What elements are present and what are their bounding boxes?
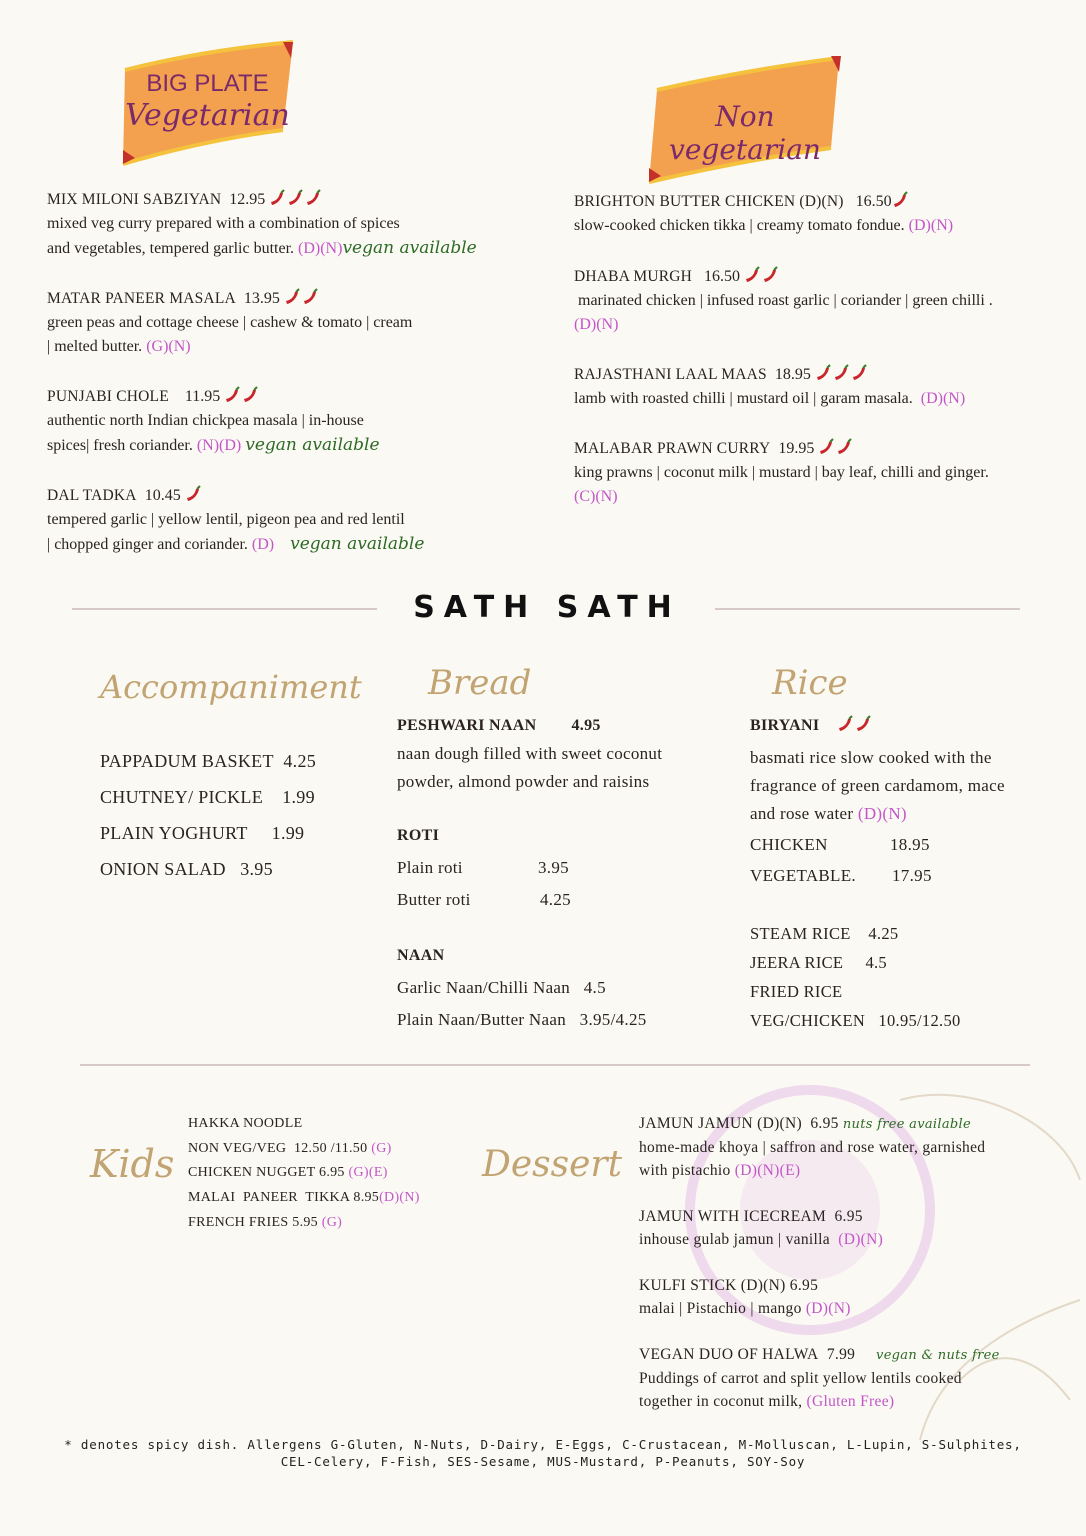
chili-icons: [892, 193, 910, 210]
item-price: 4.95: [571, 717, 601, 734]
dish-description: with pistachio: [639, 1162, 731, 1179]
item-name: PLAIN YOGHURT: [100, 823, 248, 843]
dish-name: JAMUN WITH ICECREAM: [639, 1208, 827, 1225]
allergens: (D): [251, 536, 275, 553]
veg-banner-line2: Vegetarian: [125, 98, 290, 133]
allergens: (D)(N): [857, 804, 907, 823]
section-title: SATH SATH: [413, 590, 681, 625]
chili-icon: [818, 438, 836, 456]
dish-description: | chopped ginger and coriander.: [47, 536, 248, 553]
item-description: naan dough filled with sweet coconut: [397, 744, 663, 763]
dish-price: 13.95: [243, 290, 280, 307]
chili-icon: [269, 189, 287, 207]
kids-list: [188, 1112, 420, 1236]
vegan-note: vegan available: [290, 534, 425, 554]
allergens: (G)(E): [348, 1165, 388, 1181]
allergens: (D)(N): [379, 1190, 420, 1206]
divider-right: [715, 608, 1020, 610]
chili-icon: [815, 364, 833, 382]
divider-bottom: [80, 1064, 1030, 1066]
allergens: (D)(N)(E): [734, 1162, 801, 1179]
item-name: STEAM RICE: [750, 924, 851, 943]
chili-icon: [302, 288, 320, 306]
rice-heading: Rice: [772, 663, 848, 703]
dish-name: DAL TADKA: [47, 487, 137, 504]
item-name: CHUTNEY/ PICKLE: [100, 787, 263, 807]
veg-item: [47, 385, 527, 458]
chili-icon: [744, 266, 762, 284]
item-name: FRENCH FRIES: [188, 1214, 289, 1230]
naan-title: NAAN: [397, 947, 445, 964]
dish-price: 7.99: [826, 1346, 856, 1363]
dish-description: and vegetables, tempered garlic butter.: [47, 240, 295, 257]
chili-icon: [185, 485, 203, 503]
dish-description: authentic north Indian chickpea masala | in-house: [47, 412, 364, 429]
chili-icon: [762, 266, 780, 284]
veg-item: [47, 188, 527, 261]
biryani-title: BIRYANI: [750, 717, 820, 734]
dish-name: MIX MILONI SABZIYAN: [47, 191, 222, 208]
dish-description: mixed veg curry prepared with a combination of spices: [47, 215, 400, 232]
chili-icon: [284, 288, 302, 306]
dish-price: 11.95: [184, 388, 221, 405]
dish-description: marinated chicken | infused roast garlic | coriander | green chilli .: [574, 292, 993, 309]
allergens: (C)(N): [574, 488, 618, 505]
footer-line: * denotes spicy dish. Allergens G-Gluten, N-Nuts, D-Dairy, E-Eggs, C-Crustacean, M-Molluscan, L-Lupin, S-Sulphites,: [64, 1437, 1022, 1452]
dish-price: 6.95: [834, 1208, 863, 1225]
chili-icon: [892, 191, 910, 209]
chili-icon: [287, 189, 305, 207]
dish-description: king prawns | coconut milk | mustard | bay leaf, chilli and ginger.: [574, 464, 989, 481]
item-price: 3.95/4.25: [579, 1010, 647, 1029]
item-name: PESHWARI NAAN: [397, 717, 537, 734]
vegan-note: vegan available: [245, 435, 380, 455]
allergens: (G)(N): [146, 338, 191, 355]
dish-description: Puddings of carrot and split yellow lentils cooked: [639, 1370, 962, 1387]
dish-name: VEGAN DUO OF HALWA: [639, 1346, 819, 1363]
nonveg-item: [574, 265, 1054, 337]
item-price: 10.95/12.50: [878, 1011, 961, 1030]
dish-name: MALABAR PRAWN CURRY: [574, 440, 771, 457]
bread-heading: Bread: [428, 663, 532, 703]
dish-name: JAMUN JAMUN (D)(N): [639, 1115, 802, 1132]
item-name: VEG/CHICKEN: [750, 1011, 866, 1030]
item-price: 4.25: [868, 924, 899, 943]
item-description: fragrance of green cardamom, mace: [750, 776, 1005, 795]
allergens: (G): [321, 1214, 343, 1230]
dish-price: 16.50: [704, 268, 741, 285]
dessert-list: [639, 1112, 1059, 1413]
item-name: Plain roti: [397, 858, 463, 877]
chili-icon: [837, 715, 855, 733]
chili-icons: [269, 191, 323, 208]
item-price: 12.50 /11.50: [293, 1140, 368, 1156]
item-price: 8.95: [353, 1190, 380, 1206]
chili-icons: [185, 487, 203, 504]
item-price: 1.99: [271, 823, 305, 843]
rice-list: [750, 712, 1050, 1035]
chili-icon: [833, 364, 851, 382]
dish-name: DHABA MURGH: [574, 268, 693, 285]
chili-icons: [815, 366, 869, 383]
dish-name: KULFI STICK (D)(N): [639, 1277, 786, 1294]
chili-icons: [224, 388, 260, 405]
dish-price: 6.95: [789, 1277, 819, 1294]
item-name: PAPPADUM BASKET: [100, 751, 274, 771]
chili-icon: [855, 715, 873, 733]
item-name: CHICKEN: [750, 835, 828, 854]
item-name: CHICKEN NUGGET: [188, 1165, 316, 1181]
divider-left: [72, 608, 377, 610]
nonveg-banner-title: Non vegetarian: [669, 100, 821, 166]
item-description: and rose water: [750, 804, 854, 823]
item-price: 4.5: [865, 953, 887, 972]
item-description: basmati rice slow cooked with the: [750, 748, 992, 767]
item-name: Butter roti: [397, 890, 471, 909]
dessert-note: nuts free available: [842, 1117, 971, 1132]
dessert-note: vegan & nuts free: [876, 1348, 1000, 1363]
nonveg-banner: [645, 52, 845, 184]
item-name: VEGETABLE.: [750, 866, 856, 885]
item-price: 17.95: [892, 866, 932, 885]
dish-description: together in coconut milk,: [639, 1393, 803, 1410]
item-name: FRIED RICE: [750, 982, 843, 1001]
dish-description: spices| fresh coriander.: [47, 437, 193, 454]
dish-price: 18.95: [774, 366, 811, 383]
veg-item: [47, 287, 527, 359]
item-price: 1.99: [282, 787, 315, 807]
item-price: 5.95: [292, 1214, 318, 1230]
allergens: (G): [371, 1140, 392, 1156]
allergens: (N)(D): [196, 437, 242, 454]
item-price: 4.25: [540, 890, 571, 909]
allergens: (D)(N): [298, 240, 343, 257]
accompaniment-list: [100, 749, 316, 881]
allergens: (D)(N): [574, 316, 619, 333]
chili-icons: [837, 717, 873, 734]
item-name: Plain Naan/Butter Naan: [397, 1010, 566, 1029]
item-price: 18.95: [890, 835, 930, 854]
accompaniment-heading: Accompaniment: [100, 668, 362, 706]
dish-description: inhouse gulab jamun | vanilla: [639, 1231, 830, 1248]
bread-list: [397, 712, 727, 1034]
dish-description: green peas and cottage cheese | cashew & tomato | cream: [47, 314, 413, 331]
kids-heading: Kids: [90, 1142, 175, 1186]
dish-name: RAJASTHANI LAAL MAAS: [574, 366, 767, 383]
chili-icon: [836, 438, 854, 456]
chili-icon: [242, 386, 260, 404]
item-name: Garlic Naan/Chilli Naan: [397, 978, 571, 997]
item-name: JEERA RICE: [750, 953, 844, 972]
chili-icons: [818, 440, 854, 457]
roti-title: ROTI: [397, 827, 440, 844]
chili-icons: [284, 290, 320, 307]
nonveg-item: [574, 363, 1054, 411]
dish-description: slow-cooked chicken tikka | creamy tomato fondue.: [574, 217, 905, 234]
item-price: 4.5: [583, 978, 606, 997]
item-price: 3.95: [240, 859, 273, 879]
dish-description: | melted butter.: [47, 338, 143, 355]
dish-price: 12.95: [229, 191, 266, 208]
item-price: 3.95: [538, 858, 569, 877]
dish-name: PUNJABI CHOLE: [47, 388, 169, 405]
vegan-note: vegan available: [342, 238, 477, 258]
dish-name: MATAR PANEER MASALA: [47, 290, 236, 307]
allergens: (Gluten Free): [806, 1393, 895, 1410]
item-name: MALAI PANEER TIKKA: [188, 1190, 350, 1206]
item-description: powder, almond powder and raisins: [397, 772, 650, 791]
dish-name: BRIGHTON BUTTER CHICKEN (D)(N): [574, 193, 844, 210]
dish-description: home-made khoya | saffron and rose water, garnished: [639, 1139, 986, 1156]
veg-item: [47, 484, 527, 557]
allergens: (D)(N): [838, 1231, 884, 1248]
item-price: 6.95: [319, 1165, 345, 1181]
dish-price: 19.95: [778, 440, 815, 457]
veg-banner-line1: BIG PLATE: [146, 70, 269, 97]
item-price: 4.25: [283, 751, 317, 771]
dessert-heading: Dessert: [482, 1144, 623, 1185]
item-name: ONION SALAD: [100, 859, 226, 879]
allergens: (D)(N): [920, 390, 966, 407]
veg-banner: [115, 40, 300, 170]
item-name: HAKKA NOODLE: [188, 1116, 303, 1131]
dish-description: tempered garlic | yellow lentil, pigeon pea and red lentil: [47, 511, 405, 528]
allergens: (D)(N): [805, 1300, 851, 1317]
footer-line: CEL-Celery, F-Fish, SES-Sesame, MUS-Mustard, P-Peanuts, SOY-Soy: [280, 1454, 806, 1469]
item-name: NON VEG/VEG: [188, 1140, 287, 1156]
dish-price: 10.45: [144, 487, 181, 504]
nonveg-item: [574, 190, 1054, 238]
dish-description: lamb with roasted chilli | mustard oil | garam masala.: [574, 390, 913, 407]
chili-icon: [305, 189, 323, 207]
chili-icons: [744, 268, 780, 285]
allergen-footer: [40, 1436, 1046, 1470]
allergens: (D)(N): [908, 217, 954, 234]
dish-price: 16.50: [855, 193, 892, 210]
chili-icon: [851, 364, 869, 382]
nonveg-item: [574, 437, 1054, 509]
chili-icon: [224, 386, 242, 404]
dish-description: malai | Pistachio | mango: [639, 1300, 802, 1317]
dish-price: 6.95: [810, 1115, 839, 1132]
